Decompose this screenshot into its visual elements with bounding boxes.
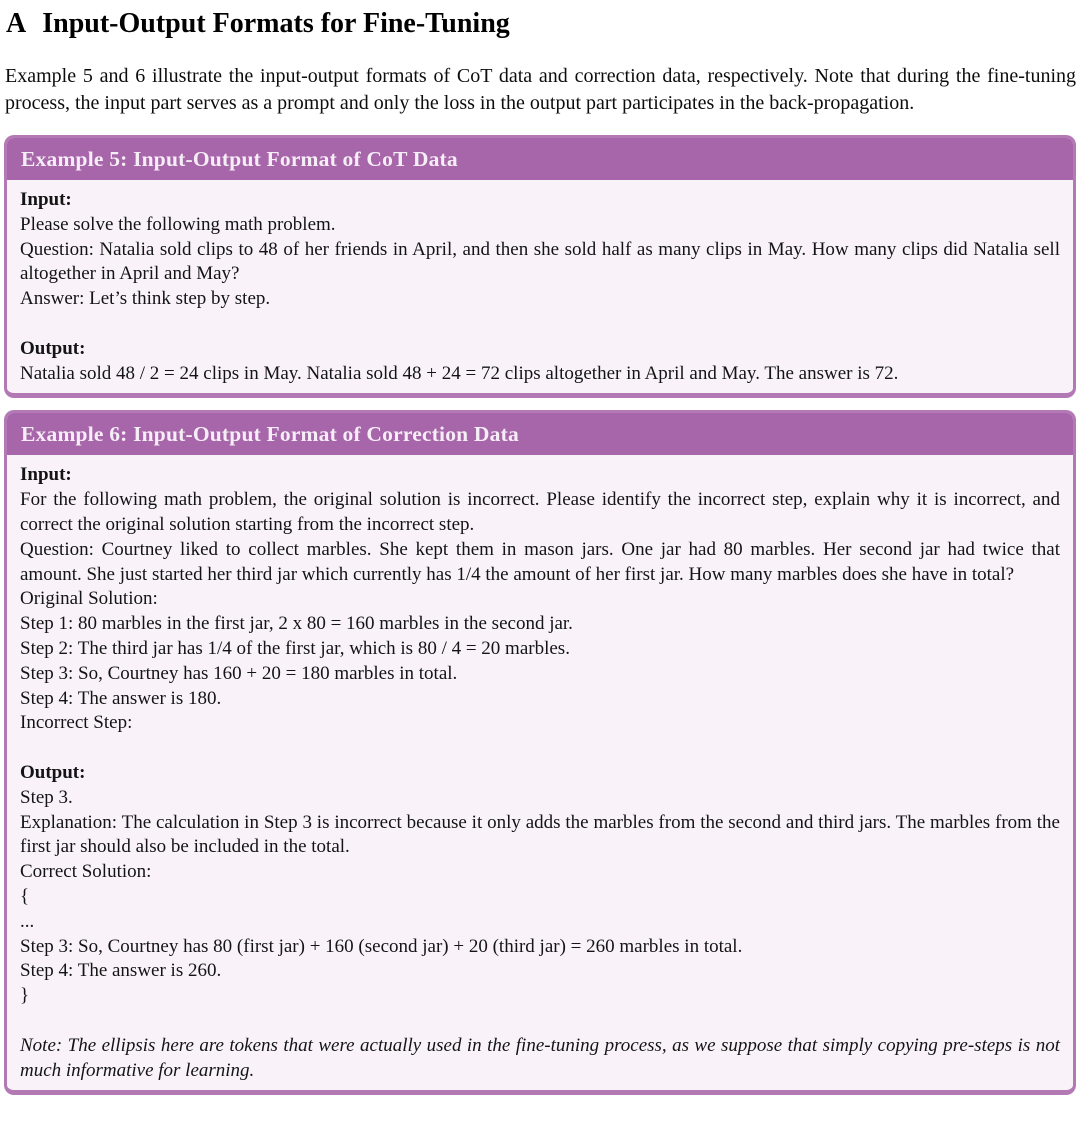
text-line: Step 4: The answer is 260. xyxy=(20,960,222,982)
text-line: Original Solution: xyxy=(20,588,158,610)
example-5-body xyxy=(7,180,1073,393)
text-line: Natalia sold 48 / 2 = 24 clips in May. Natalia sold 48 + 24 = 72 clips altogether in April and May. The answer is 72. xyxy=(20,362,899,384)
text-line: Step 1: 80 marbles in the first jar, 2 x 80 = 160 marbles in the second jar. xyxy=(20,613,573,635)
text-line: Input: xyxy=(20,464,72,486)
text-line: Question: Natalia sold clips to 48 of her friends in April, and then she sold half as many clips in May. How many clips did Natalia sell altogether in April and May? xyxy=(20,238,1060,285)
text-line: For the following math problem, the original solution is incorrect. Please identify the incorrect step, explain why it is incorrect, and correct the original solution starting from the incorrect step. xyxy=(20,489,1060,535)
text-line: Incorrect Step: xyxy=(20,712,133,734)
text-line: Output: xyxy=(20,337,86,359)
text-line: Question: Courtney liked to collect marbles. She kept them in mason jars. One jar had 80 marbles. Her second jar had twice that amount. She just started her third jar which currently has 1/4 the amount of her first jar. How many marbles does she have in total? xyxy=(20,538,1060,585)
text-line: Note: The ellipsis here are tokens that were actually used in the fine-tuning process, as we suppose that simply copying pre-steps is not much informative for learning. xyxy=(20,1034,1060,1081)
text-line: Output: xyxy=(20,761,86,783)
intro-paragraph: Example 5 and 6 illustrate the input-output formats of CoT data and correction data, respectively. Note that during the fine-tuning process, the input part serves as a prompt and only the loss in the output part participates in the back-propagation. xyxy=(5,65,1076,114)
example-6-title: Example 6: Input-Output Format of Correction Data xyxy=(7,413,1073,455)
text-line: Step 2: The third jar has 1/4 of the first jar, which is 80 / 4 = 20 marbles. xyxy=(20,637,570,659)
text-line: Please solve the following math problem. xyxy=(20,213,336,235)
text-line xyxy=(20,312,1060,337)
example-6-box xyxy=(4,410,1076,1095)
section-title: Input-Output Formats for Fine-Tuning xyxy=(42,8,510,39)
text-line: Answer: Let’s think step by step. xyxy=(20,288,271,310)
text-line: Step 3: So, Courtney has 160 + 20 = 180 marbles in total. xyxy=(20,662,458,684)
example-5-box xyxy=(4,135,1076,398)
text-line: Step 3. xyxy=(20,786,73,808)
text-line xyxy=(20,1009,1060,1034)
text-line: Step 3: So, Courtney has 80 (first jar) + 160 (second jar) + 20 (third jar) = 260 marbles in total. xyxy=(20,935,743,957)
section-heading xyxy=(6,8,1076,40)
text-line xyxy=(20,736,1060,761)
text-line: Step 4: The answer is 180. xyxy=(20,687,222,709)
text-line: Input: xyxy=(20,189,72,210)
text-line: Explanation: The calculation in Step 3 is incorrect because it only adds the marbles from the second and third jars. The marbles from the first jar should also be included in the total. xyxy=(20,811,1060,858)
example-6-body xyxy=(7,455,1073,1090)
text-line: { xyxy=(20,885,30,907)
example-5-title: Example 5: Input-Output Format of CoT Data xyxy=(7,138,1073,180)
text-line: Correct Solution: xyxy=(20,861,152,883)
text-line: } xyxy=(20,985,30,1007)
section-label: A xyxy=(6,8,27,39)
text-line: ... xyxy=(20,910,35,932)
